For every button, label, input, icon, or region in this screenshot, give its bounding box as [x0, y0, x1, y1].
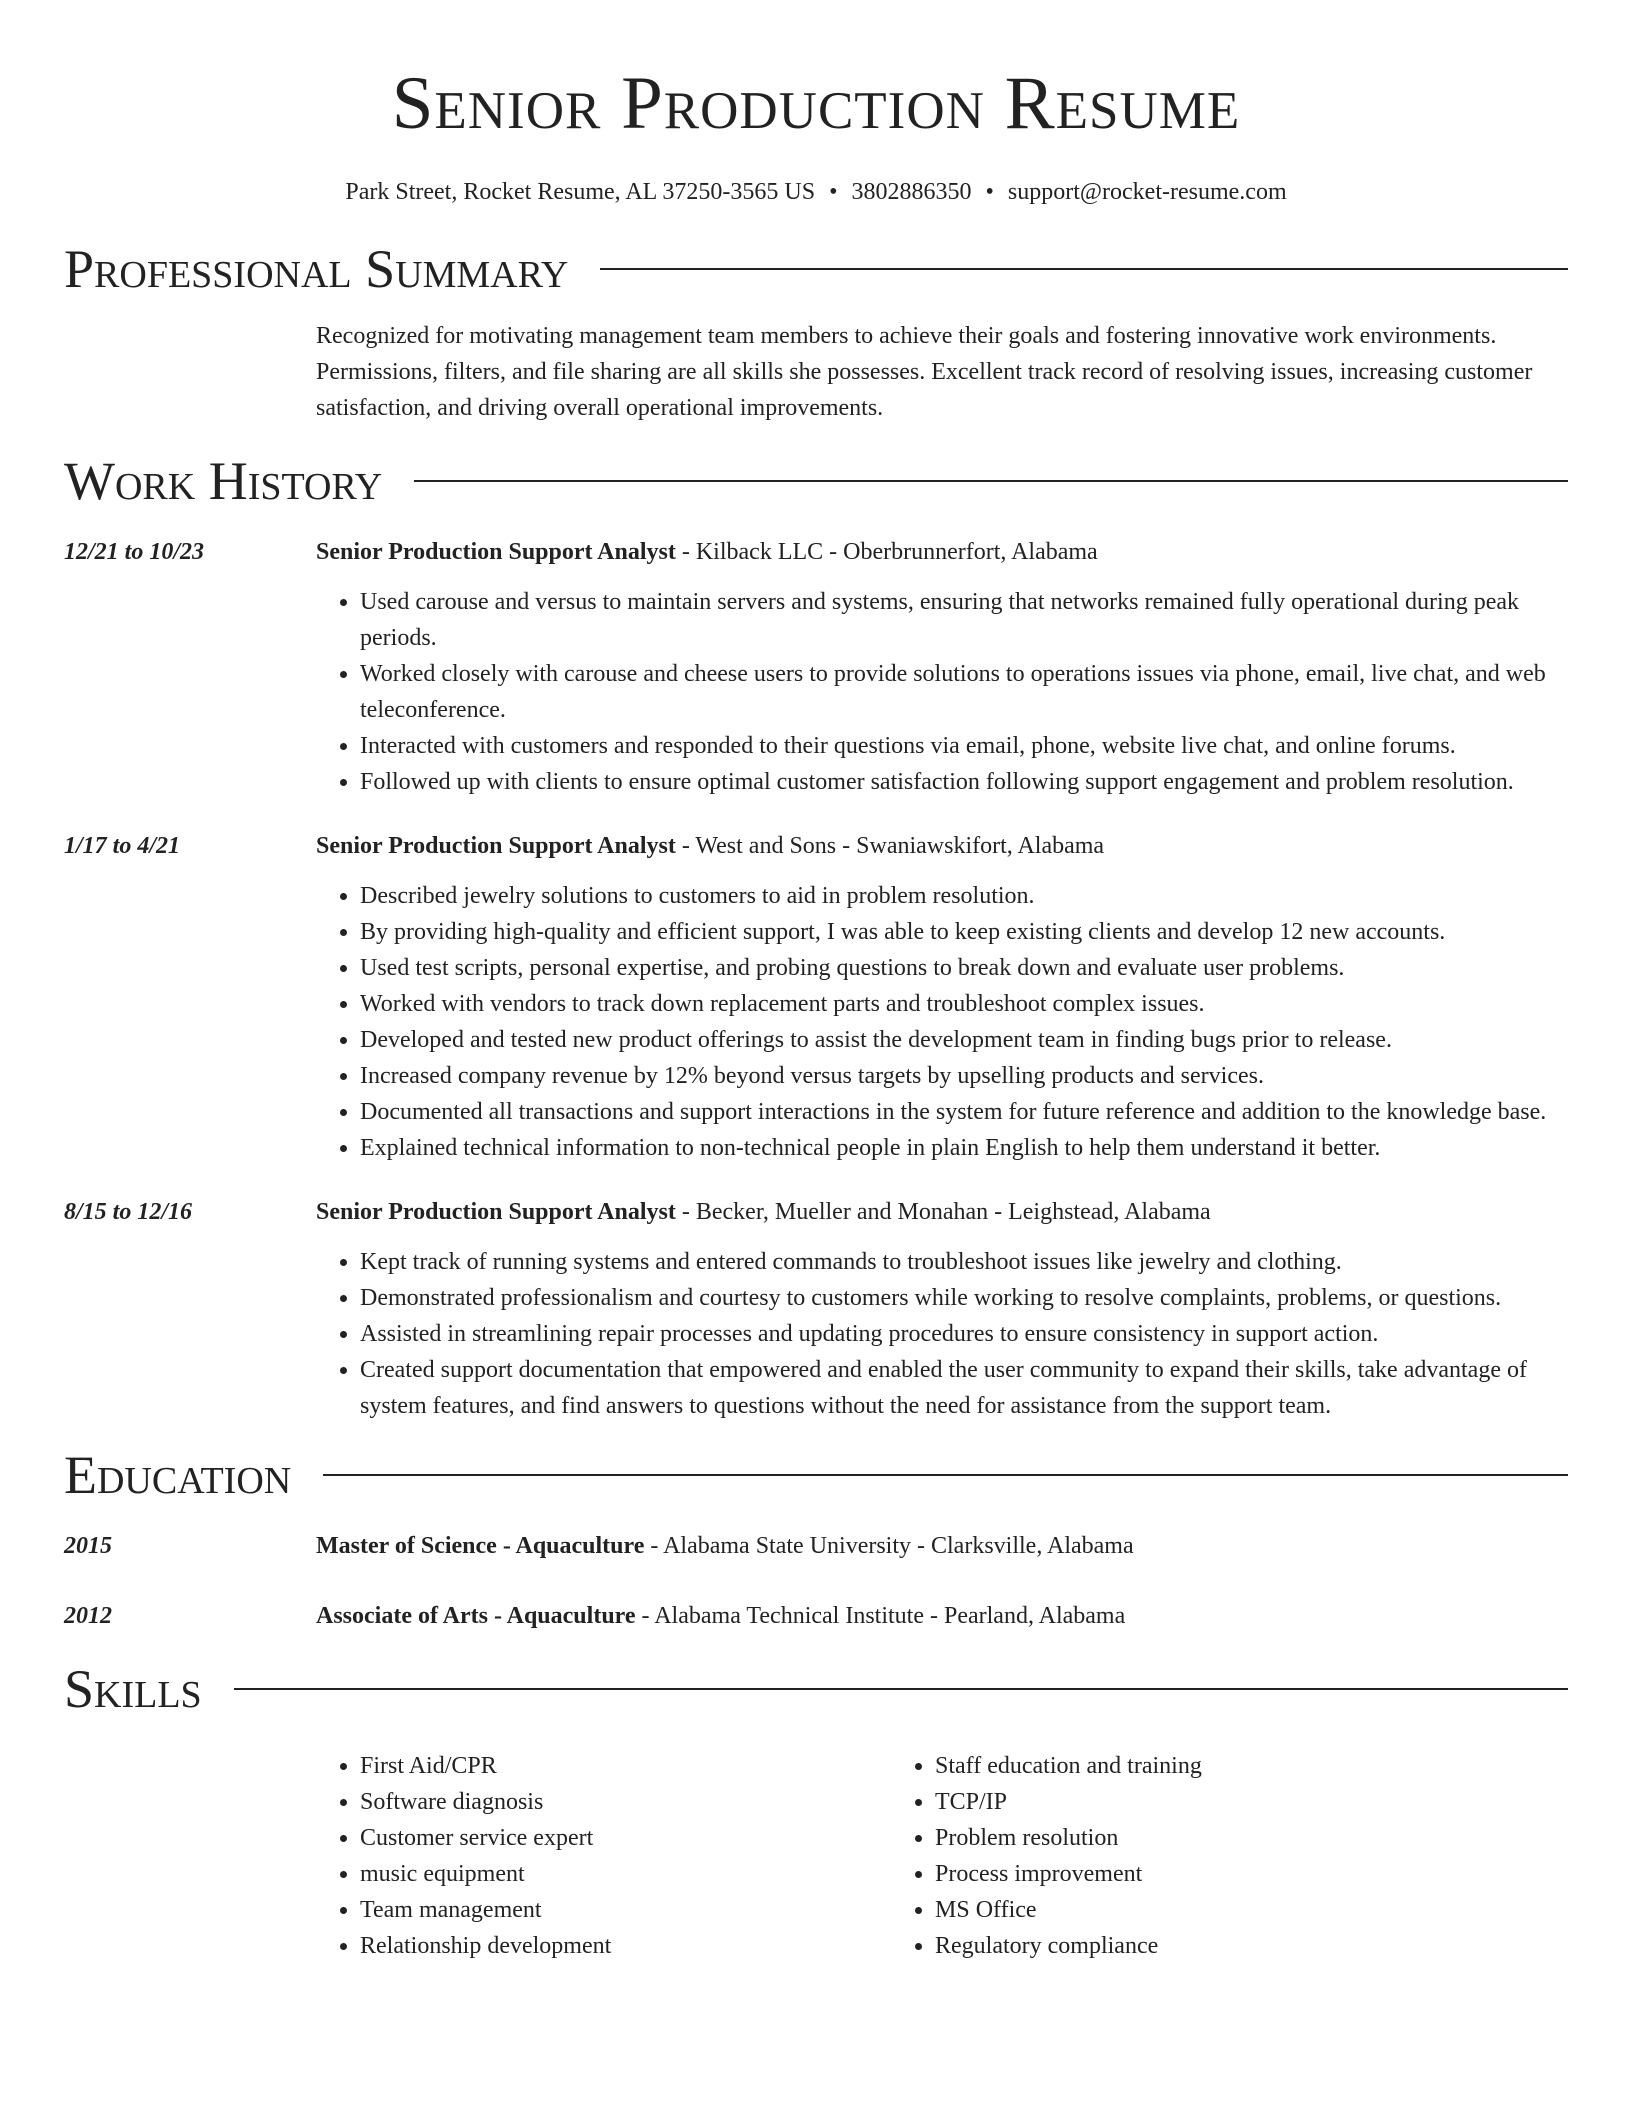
- education-year: 2012: [64, 1603, 112, 1629]
- skill-item: • Customer service expert: [360, 1820, 891, 1856]
- job-details: - West and Sons - Swaniawskifort, Alabama: [675, 833, 1105, 859]
- job-body: [316, 1194, 1568, 1424]
- skills-row: [64, 1748, 1568, 1964]
- education-details: - Alabama Technical Institute - Pearland, Alabama: [635, 1603, 1126, 1629]
- skills-list-left: [316, 1748, 891, 1964]
- education-entry: [64, 1528, 1568, 1564]
- job-bullet: • Described jewelry solutions to customers to aid in problem resolution.: [360, 878, 1568, 914]
- skill-item: • TCP/IP: [935, 1784, 1466, 1820]
- skill-item: • Team management: [360, 1892, 891, 1928]
- education-details: - Alabama State University - Clarksville, Alabama: [644, 1533, 1134, 1559]
- job-body: [316, 828, 1568, 1166]
- job-bullet: • Created support documentation that empowered and enabled the user community to expand their skills, take advantage of system features, and find answers to questions without the need for assistance from the support team.: [360, 1352, 1568, 1424]
- job-title: Senior Production Support Analyst: [316, 833, 676, 859]
- skill-item: • Relationship development: [360, 1928, 891, 1964]
- job-dates: 12/21 to 10/23: [64, 539, 205, 565]
- job-title: Senior Production Support Analyst: [316, 539, 676, 565]
- job-bullet: • Explained technical information to non-technical people in plain English to help them understand it better.: [360, 1130, 1568, 1166]
- section-divider: [600, 268, 1568, 270]
- contact-separator: •: [985, 179, 994, 205]
- job-bullets: [316, 1244, 1568, 1424]
- skills-grid: [316, 1748, 1466, 1964]
- contact-phone: 3802886350: [851, 179, 972, 205]
- job-bullet: • Used carouse and versus to maintain servers and systems, ensuring that networks remained fully operational during peak periods.: [360, 584, 1568, 656]
- job-list: [64, 534, 1568, 1424]
- job-bullet: • Documented all transactions and support interactions in the system for future reference and addition to the knowledge base.: [360, 1094, 1568, 1130]
- work-section-header: [64, 448, 1568, 514]
- job-details: - Becker, Mueller and Monahan - Leighstead, Alabama: [675, 1199, 1211, 1225]
- contact-line: [64, 176, 1568, 208]
- job-heading: [316, 828, 1568, 864]
- education-section-title: Education: [64, 1445, 292, 1505]
- contact-separator: •: [829, 179, 838, 205]
- section-divider: [323, 1474, 1568, 1476]
- job-title: Senior Production Support Analyst: [316, 1199, 676, 1225]
- job-bullet: • Used test scripts, personal expertise, and probing questions to break down and evaluate user problems.: [360, 950, 1568, 986]
- job-bullet: • Interacted with customers and responded to their questions via email, phone, website live chat, and online forums.: [360, 728, 1568, 764]
- job-dates: 1/17 to 4/21: [64, 833, 181, 859]
- skill-item: • Process improvement: [935, 1856, 1466, 1892]
- section-divider: [414, 480, 1568, 482]
- education-degree: Master of Science - Aquaculture: [316, 1533, 645, 1559]
- job-bullet: • Followed up with clients to ensure optimal customer satisfaction following support engagement and problem resolution.: [360, 764, 1568, 800]
- job-bullets: [316, 878, 1568, 1166]
- section-divider: [234, 1688, 1568, 1690]
- job-bullet: • Developed and tested new product offerings to assist the development team in finding bugs prior to release.: [360, 1022, 1568, 1058]
- skill-item: • First Aid/CPR: [360, 1748, 891, 1784]
- job-body: [316, 534, 1568, 800]
- skills-list-right: [891, 1748, 1466, 1964]
- resume-header: [64, 0, 1568, 208]
- skill-item: • music equipment: [360, 1856, 891, 1892]
- skill-item: • Problem resolution: [935, 1820, 1466, 1856]
- job-bullet: • Increased company revenue by 12% beyond versus targets by upselling products and services.: [360, 1058, 1568, 1094]
- education-list: [64, 1528, 1568, 1634]
- job-bullet: • Demonstrated professionalism and courtesy to customers while working to resolve complaints, problems, or questions.: [360, 1280, 1568, 1316]
- summary-row: [64, 318, 1568, 426]
- skill-item: • Staff education and training: [935, 1748, 1466, 1784]
- job-entry: [64, 534, 1568, 800]
- job-bullet: • Assisted in streamlining repair processes and updating procedures to ensure consistency in support action.: [360, 1316, 1568, 1352]
- job-details: - Kilback LLC - Oberbrunnerfort, Alabama: [675, 539, 1098, 565]
- job-bullet: • Worked closely with carouse and cheese users to provide solutions to operations issues via phone, email, live chat, and web teleconference.: [360, 656, 1568, 728]
- skills-section-header: [64, 1656, 1568, 1722]
- job-bullet: • By providing high-quality and efficient support, I was able to keep existing clients and develop 12 new accounts.: [360, 914, 1568, 950]
- summary-text: Recognized for motivating management team members to achieve their goals and fostering innovative work environments. Permissions, filters, and file sharing are all skills she possesses. Excellent track record of resolving issues, increasing customer satisfaction, and driving overall operational improvements.: [316, 323, 1533, 421]
- job-entry: [64, 828, 1568, 1166]
- job-heading: [316, 1194, 1568, 1230]
- skills-section-title: Skills: [64, 1659, 202, 1719]
- job-bullets: [316, 584, 1568, 800]
- work-section-title: Work History: [64, 451, 383, 511]
- contact-email: support@rocket-resume.com: [1007, 179, 1287, 205]
- job-bullet: • Worked with vendors to track down replacement parts and troubleshoot complex issues.: [360, 986, 1568, 1022]
- job-bullet: • Kept track of running systems and entered commands to troubleshoot issues like jewelry and clothing.: [360, 1244, 1568, 1280]
- contact-address: Park Street, Rocket Resume, AL 37250-3565 US: [345, 179, 816, 205]
- job-entry: [64, 1194, 1568, 1424]
- education-entry: [64, 1598, 1568, 1634]
- skill-item: • Software diagnosis: [360, 1784, 891, 1820]
- education-year: 2015: [64, 1533, 112, 1559]
- job-heading: [316, 534, 1568, 570]
- education-degree: Associate of Arts - Aquaculture: [316, 1603, 636, 1629]
- job-dates: 8/15 to 12/16: [64, 1199, 193, 1225]
- skill-item: • Regulatory compliance: [935, 1928, 1466, 1964]
- summary-section-header: [64, 236, 1568, 302]
- education-body: [316, 1528, 1568, 1564]
- summary-section-title: Professional Summary: [64, 239, 569, 299]
- education-section-header: [64, 1442, 1568, 1508]
- skill-item: • MS Office: [935, 1892, 1466, 1928]
- resume-name: Senior Production Resume: [391, 62, 1241, 145]
- education-body: [316, 1598, 1568, 1634]
